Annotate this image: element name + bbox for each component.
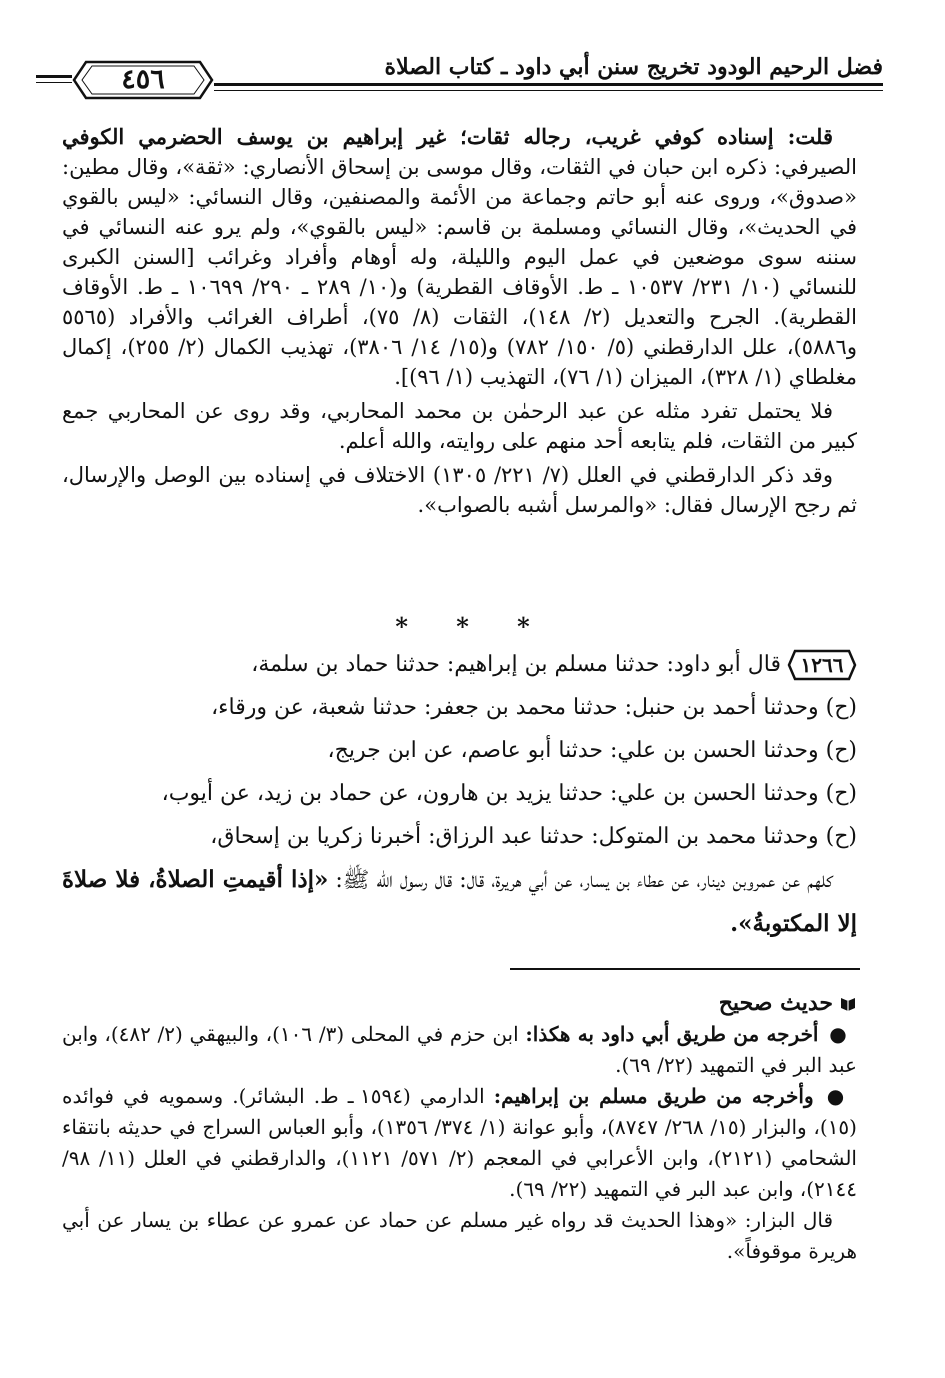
footnote-rule	[510, 968, 860, 970]
hadith-matn-quote: «إذا أقيمتِ الصلاةُ، فلا صلاةَ إلا المكتوبةُ».	[62, 866, 857, 937]
page-number: ٤٥٦	[121, 64, 165, 95]
hadith-number: ١٢٦٦	[800, 653, 844, 677]
hadith-line	[62, 643, 857, 686]
hadith-matn-isnad: كلهم عن عمروبن دينار، عن عطاء بن يسار، عن أبي هريرة، قال: قال رسول الله ﷺ:	[328, 868, 833, 893]
hadith-line: (ح) وحدثنا الحسن بن علي: حدثنا أبو عاصم، عن ابن جريج،	[327, 738, 857, 763]
hadith-line: (ح) وحدثنا محمد بن المتوكل: حدثنا عبد الرزاق: أخبرنا زكريا بن إسحاق،	[210, 824, 857, 849]
takhrij-item-lead: وأخرجه من طريق مسلم بن إبراهيم:	[493, 1084, 814, 1108]
takhrij-heading: حديث صحيح	[718, 990, 833, 1016]
paragraph-lead: قلت: إسناده كوفي غريب، رجاله ثقات؛ غير إبراهيم بن يوسف الحضرمي الكوفي	[62, 124, 833, 149]
hadith-number-badge	[787, 648, 857, 682]
paragraph-tafarrud: فلا يحتمل تفرد مثله عن عبد الرحمٰن بن محمد المحاربي، وقد روى عن المحاربي جمع كبير من الثقات، فلم يتابعه أحد منهم على روايته، والله أعلم.	[62, 399, 857, 453]
header-rule	[214, 83, 883, 86]
header-rule-left	[36, 75, 72, 78]
takhrij-bazzar-quote: قال البزار: «وهذا الحديث قد رواه غير مسلم عن حماد عن عمرو عن عطاء بن يسار عن أبي هريرة موقوفاً».	[62, 1208, 857, 1263]
header-rule-thin	[214, 90, 883, 91]
paragraph-isnad-assessment	[62, 122, 857, 392]
takhrij-item-lead: أخرجه من طريق أبي داود به هكذا:	[525, 1022, 819, 1046]
hadith-matn	[62, 858, 857, 946]
hadith-block	[62, 643, 857, 946]
hadith-line-text: قال أبو داود: حدثنا مسلم بن إبراهيم: حدثنا حماد بن سلمة،	[251, 652, 781, 677]
book-icon	[839, 994, 857, 1012]
hadith-line: (ح) وحدثنا الحسن بن علي: حدثنا يزيد بن هارون، عن حماد بن زيد، عن أيوب،	[161, 781, 857, 806]
section-separator: * * *	[395, 612, 550, 641]
running-header-title: فضل الرحيم الودود تخريج سنن أبي داود ـ كتاب الصلاة	[384, 54, 883, 80]
takhrij-item	[62, 1081, 857, 1205]
main-text	[62, 122, 857, 520]
takhrij-item	[62, 1019, 857, 1081]
bullet-icon: ●	[829, 1022, 847, 1046]
page-number-ornament	[72, 58, 214, 102]
takhrij-section	[62, 988, 857, 1267]
hadith-line: (ح) وحدثنا أحمد بن حنبل: حدثنا محمد بن جعفر: حدثنا شعبة، عن ورقاء،	[211, 695, 857, 720]
bullet-icon: ●	[826, 1084, 848, 1108]
takhrij-heading-line	[62, 988, 857, 1019]
paragraph-body: الصيرفي: ذكره ابن حبان في الثقات، وقال موسى بن إسحاق الأنصاري: «ثقة»، وقال مطين: «صدوق»، وروى عنه أبو حاتم وجماعة من الأئمة والمصنفين، وقال النسائي: «ليس بالقوي في الحديث»، وقال النسائي ومسلمة بن قاسم: «ليس بالقوي»، ولم يرو عنه النسائي في سننه سوى موضعين في عمل اليوم والليلة، وله أوهام وأفراد وغرائب [السنن الكبرى للنسائي (١٠/ ٢٣١/ ١٠٥٣٧ ـ ط. الأوقاف القطرية) و(١٠/ ٢٨٩ ـ ٢٩٠/ ١٠٦٩٩ ـ ط. الأوقاف القطرية). الجرح والتعديل (٢/ ١٤٨)، الثقات (٨/ ٧٥)، أطراف الغرائب والأفراد (٥٥٦٥ و٥٨٨٦)، علل الدارقطني (٥/ ١٥٠/ ٧٨٢) و(١٥/ ١٤/ ٣٨٠٦)، تهذيب الكمال (٢/ ٢٥٥)، إكمال مغلطاي (١/ ٣٢٨)، الميزان (١/ ٧٦)، التهذيب (١/ ٩٦)].	[62, 155, 857, 389]
paragraph-daraqutni: وقد ذكر الدارقطني في العلل (٧/ ٢٢١/ ١٣٠٥) الاختلاف في إسناده بين الوصل والإرسال، ثم رجح الإرسال فقال: «والمرسل أشبه بالصواب».	[62, 463, 857, 517]
takhrij-item-text: ابن حزم في المحلى (٣/ ١٠٦)، والبيهقي (٢/ ٤٨٢)، وابن عبد البر في التمهيد (٢٢/ ٦٩).	[62, 1022, 857, 1077]
takhrij-item-text: الدارمي (١٥٩٤ ـ ط. البشائر). وسمويه في فوائده (١٥)، والبزار (١٥/ ٢٦٨/ ٨٧٤٧)، وأبو عوانة (١/ ٣٧٤/ ١٣٥٦)، وأبو العباس السراج في حديثه بانتقاء الشحامي (٢١٢١)، وابن الأعرابي في المعجم (٢/ ٥٧١/ ١١٢١)، والدارقطني في العلل (١١/ ٩٨/ ٢١٤٤)، وابن عبد البر في التمهيد (٢٢/ ٦٩).	[62, 1084, 857, 1201]
header-rule-left-thin	[36, 82, 72, 83]
